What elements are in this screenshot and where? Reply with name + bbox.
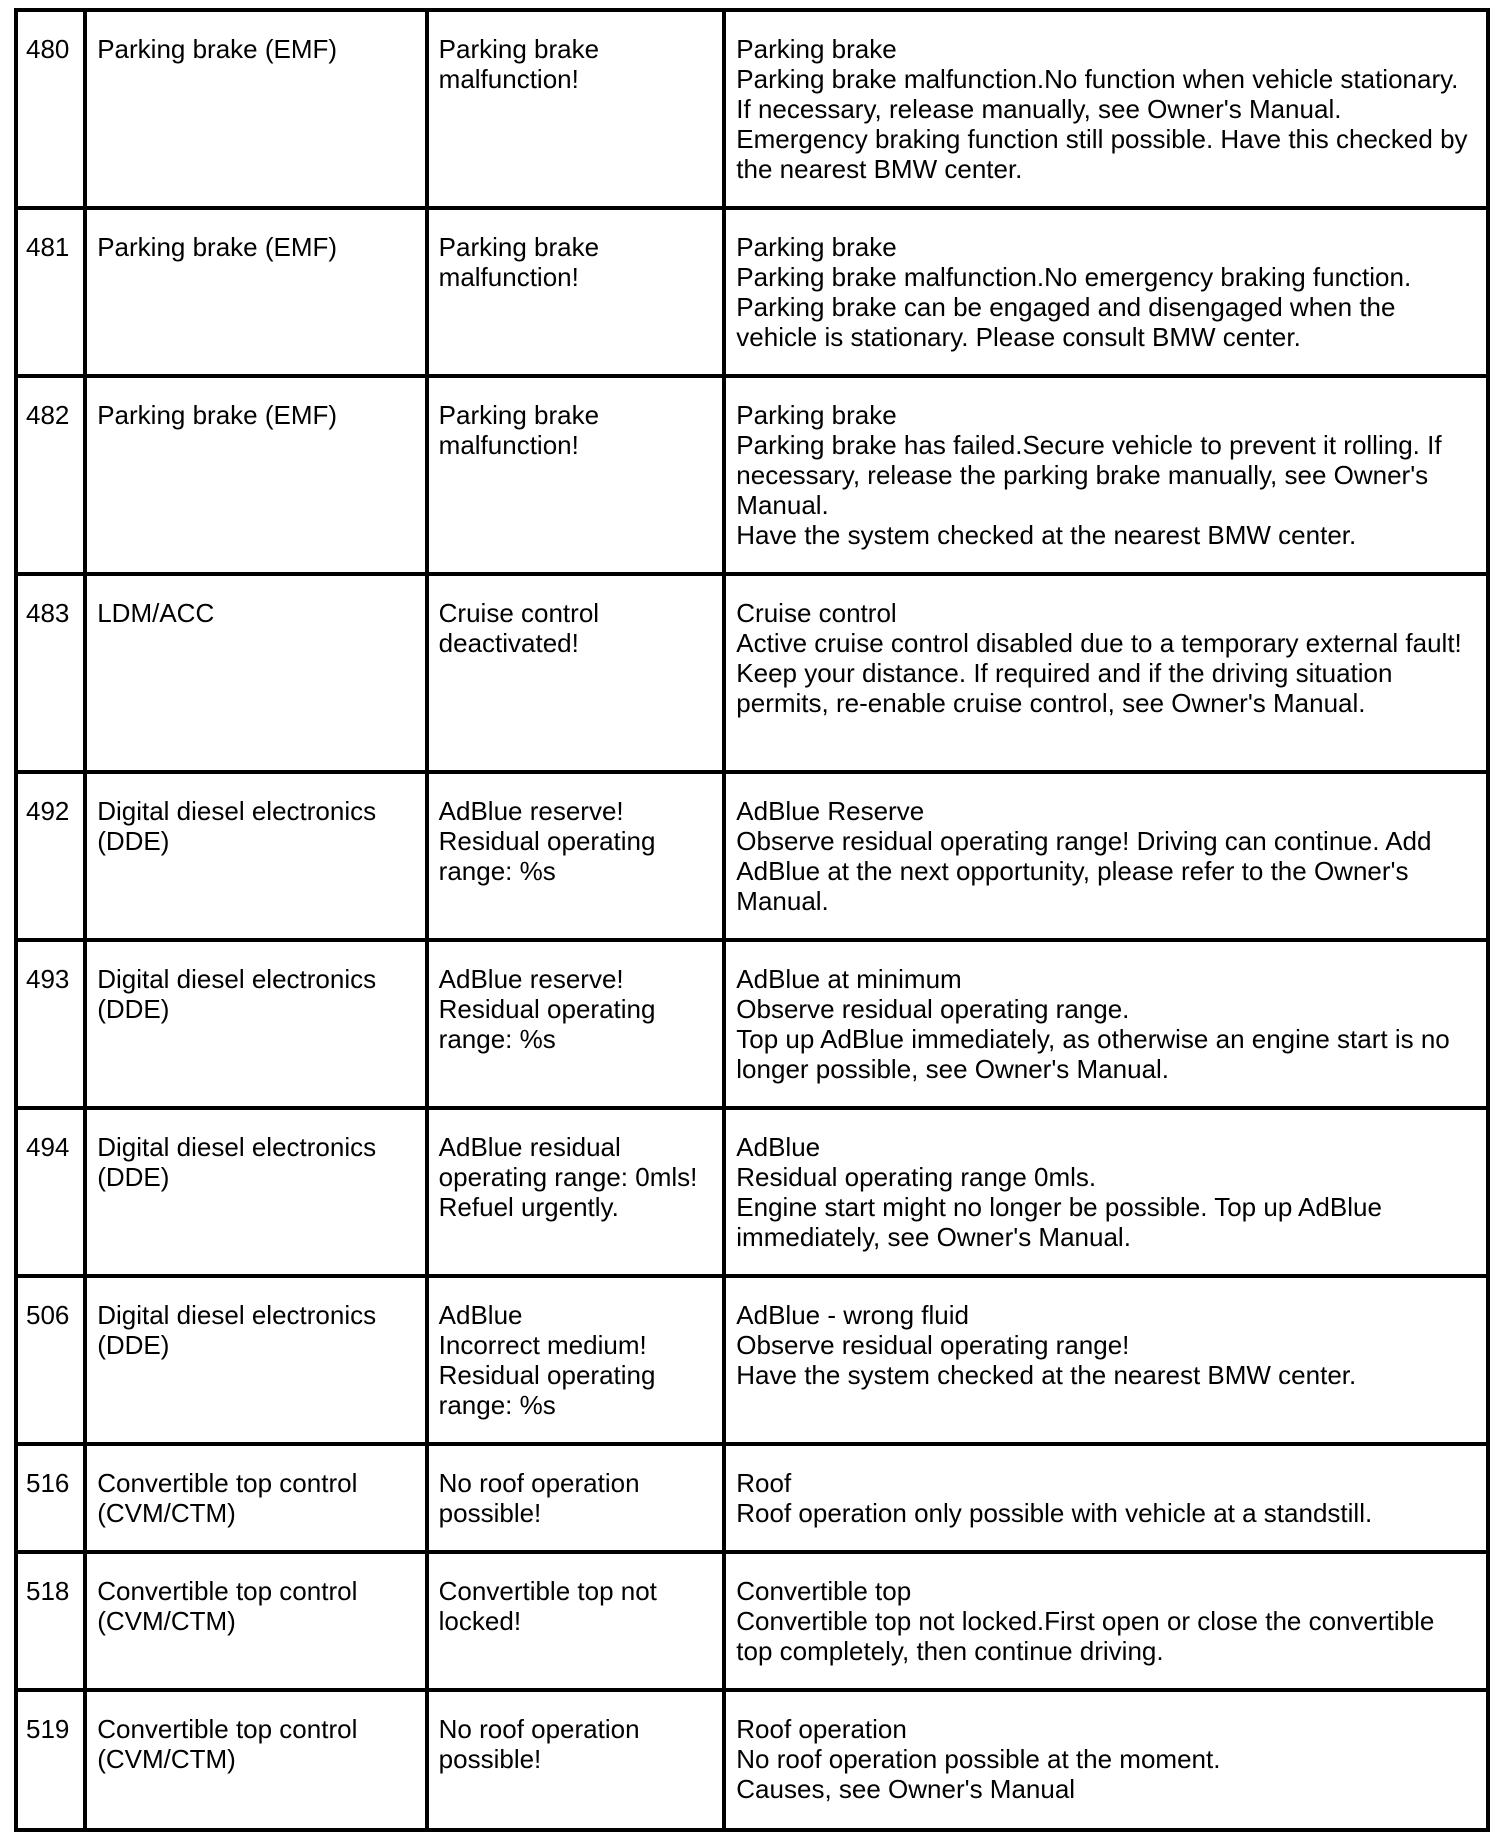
details-heading: Parking brake <box>736 232 897 262</box>
display-message-line: operating range: 0mls! <box>438 1162 698 1192</box>
system-name-line: (DDE) <box>97 1162 170 1192</box>
check-control-messages-table <box>14 8 1490 1832</box>
message-number: 516 <box>16 1444 85 1552</box>
details-text: Parking brake malfunction.No function when vehicle stationary. If necessary, release manually, see Owner's Manual. Emergency braking function still possible. Have this checked by the nearest BMW center. <box>736 64 1475 184</box>
display-message-line: No roof operation <box>438 1714 640 1744</box>
display-message-line: Incorrect medium! <box>438 1330 647 1360</box>
details-text: Residual operating range 0mls. <box>736 1162 1097 1192</box>
display-message-line: Parking brake <box>438 34 600 64</box>
system-name-line: Parking brake (EMF) <box>97 232 338 262</box>
system-name-line: Convertible top control <box>97 1576 358 1606</box>
system-name-line: Parking brake (EMF) <box>97 400 338 430</box>
system-name <box>85 772 426 940</box>
system-name <box>85 940 426 1108</box>
message-details <box>724 772 1488 940</box>
message-details <box>724 1444 1488 1552</box>
table-row <box>16 10 1488 208</box>
message-details <box>724 1552 1488 1690</box>
display-message-line: Parking brake <box>438 232 600 262</box>
details-text: Have the system checked at the nearest BMW center. <box>736 1360 1357 1390</box>
system-name-line: Digital diesel electronics <box>97 1132 377 1162</box>
details-text: Have the system checked at the nearest BMW center. <box>736 520 1357 550</box>
display-message-line: deactivated! <box>438 628 579 658</box>
details-text: Active cruise control disabled due to a temporary external fault! Keep your distance. If required and if the driving situation permits, re-enable cruise control, see Owner's Manual. <box>736 628 1470 718</box>
system-name <box>85 208 426 376</box>
message-details <box>724 1690 1488 1830</box>
table-row <box>16 772 1488 940</box>
system-name <box>85 1276 426 1444</box>
display-message-line: No roof operation <box>438 1468 640 1498</box>
display-message-line: range: %s <box>438 1024 556 1054</box>
message-details <box>724 208 1488 376</box>
message-number: 482 <box>16 376 85 574</box>
system-name <box>85 1444 426 1552</box>
display-message-line: malfunction! <box>438 262 579 292</box>
message-number: 481 <box>16 208 85 376</box>
display-message-line: AdBlue reserve! <box>438 964 624 994</box>
details-heading: Parking brake <box>736 34 897 64</box>
system-name-line: Digital diesel electronics <box>97 796 377 826</box>
message-number: 518 <box>16 1552 85 1690</box>
system-name-line: (CVM/CTM) <box>97 1606 236 1636</box>
system-name-line: Convertible top control <box>97 1468 358 1498</box>
display-message-line: malfunction! <box>438 64 579 94</box>
display-message-line: Residual operating <box>438 994 656 1024</box>
table-row <box>16 1108 1488 1276</box>
system-name <box>85 1690 426 1830</box>
message-number: 483 <box>16 574 85 772</box>
display-message-line: AdBlue residual <box>438 1132 621 1162</box>
display-message-line: locked! <box>438 1606 522 1636</box>
message-details <box>724 574 1488 772</box>
details-heading: AdBlue Reserve <box>736 796 925 826</box>
details-heading: Roof operation <box>736 1714 907 1744</box>
system-name-line: (DDE) <box>97 1330 170 1360</box>
display-message <box>427 1552 725 1690</box>
display-message-line: malfunction! <box>438 430 579 460</box>
display-message-line: range: %s <box>438 1390 556 1420</box>
details-heading: AdBlue <box>736 1132 821 1162</box>
system-name-line: LDM/ACC <box>97 598 215 628</box>
table-row <box>16 208 1488 376</box>
details-heading: Convertible top <box>736 1576 912 1606</box>
details-text: Engine start might no longer be possible. Top up AdBlue immediately, see Owner's Manual. <box>736 1192 1390 1252</box>
display-message-line: range: %s <box>438 856 556 886</box>
details-text: Roof operation only possible with vehicle at a standstill. <box>736 1498 1373 1528</box>
message-number: 493 <box>16 940 85 1108</box>
system-name-line: Convertible top control <box>97 1714 358 1744</box>
details-text: Observe residual operating range. <box>736 994 1130 1024</box>
details-text: No roof operation possible at the moment. <box>736 1744 1221 1774</box>
display-message-line: Cruise control <box>438 598 600 628</box>
message-details <box>724 1108 1488 1276</box>
message-number: 494 <box>16 1108 85 1276</box>
details-heading: AdBlue - wrong fluid <box>736 1300 969 1330</box>
system-name <box>85 10 426 208</box>
details-text: Observe residual operating range! <box>736 1330 1130 1360</box>
display-message <box>427 772 725 940</box>
display-message-line: Parking brake <box>438 400 600 430</box>
table-row <box>16 574 1488 772</box>
system-name-line: (CVM/CTM) <box>97 1744 236 1774</box>
display-message-line: Convertible top not <box>438 1576 657 1606</box>
display-message-line: Refuel urgently. <box>438 1192 619 1222</box>
display-message-line: AdBlue reserve! <box>438 796 624 826</box>
details-text: Convertible top not locked.First open or close the convertible top completely, then continue driving. <box>736 1606 1442 1666</box>
display-message <box>427 1444 725 1552</box>
message-number: 480 <box>16 10 85 208</box>
display-message-line: possible! <box>438 1498 542 1528</box>
system-name <box>85 376 426 574</box>
display-message-line: AdBlue <box>438 1300 523 1330</box>
message-details <box>724 1276 1488 1444</box>
details-text: Parking brake has failed.Secure vehicle to prevent it rolling. If necessary, release the parking brake manually, see Owner's Manual. <box>736 430 1449 520</box>
table-row <box>16 1552 1488 1690</box>
table-row <box>16 376 1488 574</box>
system-name-line: (DDE) <box>97 994 170 1024</box>
details-text: Top up AdBlue immediately, as otherwise an engine start is no longer possible, see Owner's Manual. <box>736 1024 1457 1084</box>
display-message-line: Residual operating <box>438 1360 656 1390</box>
display-message <box>427 208 725 376</box>
system-name-line: (DDE) <box>97 826 170 856</box>
details-text: Observe residual operating range! Driving can continue. Add AdBlue at the next opportunity, please refer to the Owner's Manual. <box>736 826 1438 916</box>
message-details <box>724 940 1488 1108</box>
details-text: Causes, see Owner's Manual <box>736 1774 1076 1804</box>
system-name-line: Parking brake (EMF) <box>97 34 338 64</box>
message-number: 506 <box>16 1276 85 1444</box>
display-message-line: possible! <box>438 1744 542 1774</box>
system-name-line: (CVM/CTM) <box>97 1498 236 1528</box>
system-name-line: Digital diesel electronics <box>97 1300 377 1330</box>
display-message <box>427 1276 725 1444</box>
table-row <box>16 1444 1488 1552</box>
message-details <box>724 376 1488 574</box>
display-message <box>427 940 725 1108</box>
details-heading: Roof <box>736 1468 792 1498</box>
table-row <box>16 940 1488 1108</box>
display-message <box>427 10 725 208</box>
display-message <box>427 1108 725 1276</box>
details-heading: AdBlue at minimum <box>736 964 962 994</box>
display-message <box>427 376 725 574</box>
table-row <box>16 1690 1488 1830</box>
details-text: Parking brake malfunction.No emergency braking function. Parking brake can be engaged and disengaged when the vehicle is stationary. Please consult BMW center. <box>736 262 1419 352</box>
system-name-line: Digital diesel electronics <box>97 964 377 994</box>
table-row <box>16 1276 1488 1444</box>
details-heading: Cruise control <box>736 598 897 628</box>
message-number: 519 <box>16 1690 85 1830</box>
message-details <box>724 10 1488 208</box>
details-heading: Parking brake <box>736 400 897 430</box>
display-message <box>427 1690 725 1830</box>
system-name <box>85 574 426 772</box>
display-message-line: Residual operating <box>438 826 656 856</box>
system-name <box>85 1552 426 1690</box>
display-message <box>427 574 725 772</box>
system-name <box>85 1108 426 1276</box>
message-number: 492 <box>16 772 85 940</box>
